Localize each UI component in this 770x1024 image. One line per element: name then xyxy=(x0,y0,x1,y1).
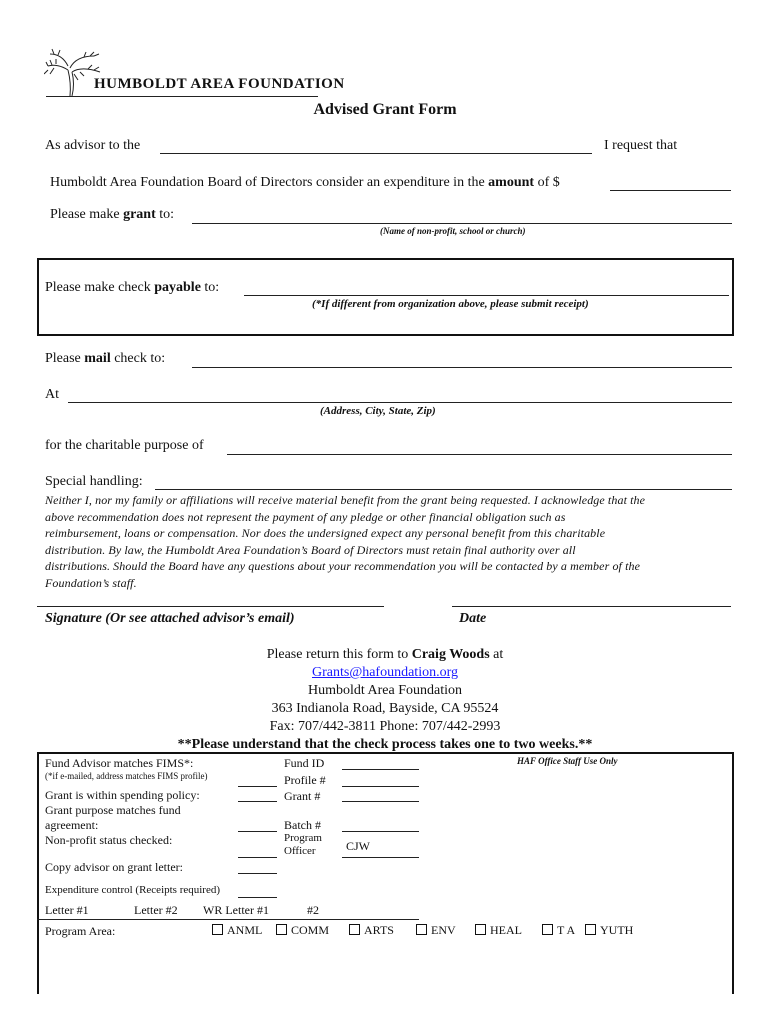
spending-check[interactable] xyxy=(238,801,277,802)
mail-suffix: check to: xyxy=(114,351,166,366)
at-label: At xyxy=(45,387,59,402)
payable-bold: payable xyxy=(154,280,201,295)
fund-advisor-check[interactable] xyxy=(238,786,277,787)
date-label: Date xyxy=(459,611,487,626)
area-anml-label: ANML xyxy=(227,923,263,937)
disclaimer-line: Foundation’s staff. xyxy=(45,575,137,590)
mail-bold: mail xyxy=(84,351,111,366)
officer-field[interactable] xyxy=(342,857,419,858)
disclaimer-line: Neither I, nor my family or affiliations will receive material benefit from the grant being requested. I acknowledge that the xyxy=(45,493,646,507)
disclaimer-line: distributions. Should the Board have any questions about your recommendation you will be contacted by a member of the xyxy=(45,559,641,573)
program-officer-label xyxy=(284,832,322,858)
spending-label: Grant is within spending policy: xyxy=(45,788,200,802)
payable-hint: (*If different from organization above, please submit receipt) xyxy=(312,298,589,310)
area-heal[interactable] xyxy=(475,923,522,938)
amount-field[interactable] xyxy=(610,190,731,191)
area-anml[interactable] xyxy=(212,923,262,938)
signature-label: Signature (Or see attached advisor’s email) xyxy=(45,611,295,626)
board-text-after: of $ xyxy=(537,175,560,190)
amount-word: amount xyxy=(488,175,535,190)
return-prefix: Please return this form to xyxy=(266,647,409,662)
checkbox-icon[interactable] xyxy=(416,924,427,935)
logo-word-2: AREA xyxy=(190,76,235,92)
form-title: Advised Grant Form xyxy=(313,101,457,118)
disclaimer-line: distribution. By law, the Humboldt Area Foundation’s Board of Directors must retain final authority over all xyxy=(45,542,576,557)
fund-id-label: Fund ID xyxy=(284,756,325,770)
copy-advisor-check[interactable] xyxy=(238,873,277,874)
payable-field[interactable] xyxy=(244,295,729,296)
return-suffix: at xyxy=(493,647,504,662)
expenditure-check[interactable] xyxy=(238,897,277,898)
date-field[interactable] xyxy=(452,606,731,607)
expenditure-label: Expenditure control (Receipts required) xyxy=(45,884,221,896)
wr-letter-2: #2 xyxy=(307,903,319,917)
checkbox-icon[interactable] xyxy=(276,924,287,935)
return-block xyxy=(0,646,770,754)
grant-prefix: Please make xyxy=(50,207,120,222)
profile-label: Profile # xyxy=(284,773,326,787)
purpose-check[interactable] xyxy=(238,831,277,832)
logo-word-1: HUMBOLDT xyxy=(94,76,187,92)
return-address: 363 Indianola Road, Bayside, CA 95524 xyxy=(271,701,499,716)
mail-label xyxy=(45,351,165,367)
grant-no-field[interactable] xyxy=(342,801,419,802)
special-label: Special handling: xyxy=(45,474,143,489)
area-arts[interactable] xyxy=(349,923,394,938)
checkbox-icon[interactable] xyxy=(349,924,360,935)
letter-2: Letter #2 xyxy=(134,903,178,917)
area-heal-label: HEAL xyxy=(490,923,522,937)
office-use-label: HAF Office Staff Use Only xyxy=(517,756,618,766)
fund-advisor-label: Fund Advisor matches FIMS*: xyxy=(45,756,194,770)
area-env-label: ENV xyxy=(431,923,456,937)
purpose-field[interactable] xyxy=(227,454,732,455)
payable-label xyxy=(45,280,219,296)
wr-letter-1: WR Letter #1 xyxy=(203,903,269,917)
advisor-suffix: I request that xyxy=(604,138,678,153)
signature-field[interactable] xyxy=(37,606,384,607)
mail-prefix: Please xyxy=(45,351,81,366)
area-yuth[interactable] xyxy=(585,923,633,938)
purpose-match-1: Grant purpose matches fund xyxy=(45,803,181,817)
logo-underline xyxy=(46,96,318,97)
return-line xyxy=(0,646,770,664)
payable-prefix: Please make check xyxy=(45,280,151,295)
area-ta-label: T A xyxy=(557,923,576,937)
grant-bold: grant xyxy=(123,207,156,222)
logo-word-3: FOUNDATION xyxy=(238,76,345,92)
checkbox-icon[interactable] xyxy=(585,924,596,935)
process-notice: **Please understand that the check process takes one to two weeks.** xyxy=(177,737,593,752)
return-phones: Fax: 707/442-3811 Phone: 707/442-2993 xyxy=(269,719,501,734)
officer-value: CJW xyxy=(346,839,370,853)
area-arts-label: ARTS xyxy=(364,923,394,937)
logo-wordmark xyxy=(94,76,345,93)
mail-field[interactable] xyxy=(192,367,732,368)
profile-field[interactable] xyxy=(342,786,419,787)
grant-field[interactable] xyxy=(192,223,732,224)
address-hint: (Address, City, State, Zip) xyxy=(320,405,436,417)
advisor-field[interactable] xyxy=(160,153,592,154)
area-comm-label: COMM xyxy=(291,923,330,937)
email-link[interactable]: Grants@hafoundation.org xyxy=(312,665,458,680)
area-ta[interactable] xyxy=(542,923,575,938)
checkbox-icon[interactable] xyxy=(212,924,223,935)
letter-1: Letter #1 xyxy=(45,903,89,917)
board-line xyxy=(50,175,560,191)
special-field[interactable] xyxy=(155,489,732,490)
checkbox-icon[interactable] xyxy=(542,924,553,935)
grant-label xyxy=(50,207,174,223)
area-yuth-label: YUTH xyxy=(600,923,634,937)
grant-no-label: Grant # xyxy=(284,789,321,803)
purpose-label: for the charitable purpose of xyxy=(45,438,204,453)
board-text: Humboldt Area Foundation Board of Directors consider an expenditure in the xyxy=(50,175,485,190)
nonprofit-label: Non-profit status checked: xyxy=(45,833,173,847)
program-area-label: Program Area: xyxy=(45,924,116,938)
fund-advisor-note: (*if e-mailed, address matches FIMS profile) xyxy=(45,771,208,781)
disclaimer-line: above recommendation does not represent the payment of any pledge or other financial obligation such as xyxy=(45,509,566,524)
payable-box xyxy=(37,258,734,336)
program-officer-line-1: Program xyxy=(284,832,322,844)
area-comm[interactable] xyxy=(276,923,329,938)
return-org: Humboldt Area Foundation xyxy=(308,683,462,698)
area-env[interactable] xyxy=(416,923,456,938)
letters-rule xyxy=(37,919,419,920)
disclaimer xyxy=(45,492,645,591)
advisor-prefix: As advisor to the xyxy=(45,138,141,153)
payable-suffix: to: xyxy=(204,280,220,295)
batch-field[interactable] xyxy=(342,831,419,832)
disclaimer-line: reimbursement, loans or compensation. Nor does the undersigned expect any personal benefit from this charitable xyxy=(45,526,606,540)
grant-hint: (Name of non-profit, school or church) xyxy=(380,226,526,236)
batch-label: Batch # xyxy=(284,818,321,832)
nonprofit-check[interactable] xyxy=(238,857,277,858)
logo xyxy=(44,44,345,100)
purpose-match-2: agreement: xyxy=(45,818,99,832)
checkbox-icon[interactable] xyxy=(475,924,486,935)
program-officer-line-2: Officer xyxy=(284,845,316,857)
copy-advisor-label: Copy advisor on grant letter: xyxy=(45,860,183,874)
address-field[interactable] xyxy=(68,402,732,403)
grant-suffix: to: xyxy=(159,207,175,222)
fund-id-field[interactable] xyxy=(342,769,419,770)
return-name: Craig Woods xyxy=(411,647,490,662)
